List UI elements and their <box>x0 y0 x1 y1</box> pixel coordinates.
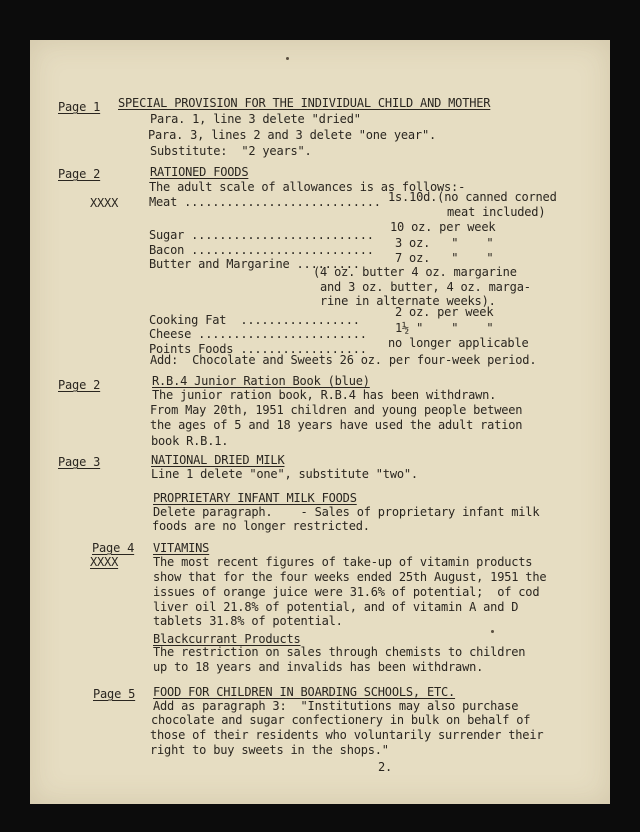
ration-value: 1½ " " " <box>395 321 494 335</box>
page-ref-label: Page 1 <box>58 100 101 114</box>
margin-mark: XXXX <box>90 555 119 569</box>
text-line: The most recent figures of take-up of vitamin products <box>153 555 533 569</box>
text-line: show that for the four weeks ended 25th August, 1951 the <box>153 570 547 584</box>
text-line: Para. 1, line 3 delete "dried" <box>150 112 361 126</box>
page-ref-label: Page 2 <box>58 167 101 181</box>
text-line: the ages of 5 and 18 years have used the adult ration <box>150 418 523 432</box>
text-line: The adult scale of allowances is as follows:- <box>149 180 466 194</box>
ration-value: 1s.10d.(no canned corned <box>388 190 557 204</box>
section-title: R.B.4 Junior Ration Book (blue) <box>152 374 370 388</box>
text-line: right to buy sweets in the shops." <box>150 743 389 757</box>
paper-speck <box>286 57 289 60</box>
section-title: FOOD FOR CHILDREN IN BOARDING SCHOOLS, ETC. <box>153 685 456 699</box>
text-line: liver oil 21.8% of potential, and of vitamin A and D <box>153 600 519 614</box>
text-line: issues of orange juice were 31.6% of potential; of cod <box>153 585 540 599</box>
text-line: Para. 3, lines 2 and 3 delete "one year". <box>148 128 437 142</box>
section-title: SPECIAL PROVISION FOR THE INDIVIDUAL CHILD AND MOTHER <box>118 96 491 110</box>
page-ref-label: Page 3 <box>58 455 101 469</box>
text-line: Add: Chocolate and Sweets 26 oz. per four-week period. <box>150 353 537 367</box>
section-title: Blackcurrant Products <box>153 632 301 646</box>
ration-note: (4 oz. butter 4 oz. margarine <box>313 265 517 279</box>
ration-value: no longer applicable <box>388 336 529 350</box>
section-title: NATIONAL DRIED MILK <box>151 453 285 467</box>
ration-item: Points Foods .................. <box>149 342 367 356</box>
section-title: PROPRIETARY INFANT MILK FOODS <box>153 491 357 505</box>
ration-item: Sugar .......................... <box>149 228 374 242</box>
ration-item: Meat ............................ <box>149 195 381 209</box>
text-line: tablets 31.8% of potential. <box>153 614 343 628</box>
text-line: The restriction on sales through chemists to children <box>153 645 526 659</box>
text-line: up to 18 years and invalids has been withdrawn. <box>153 660 484 674</box>
text-line: those of their residents who voluntarily surrender their <box>150 728 544 742</box>
ration-note: and 3 oz. butter, 4 oz. marga- <box>320 280 531 294</box>
text-line: Add as paragraph 3: "Institutions may also purchase <box>153 699 519 713</box>
ration-value: 7 oz. " " <box>395 251 494 265</box>
text-line: book R.B.1. <box>151 434 229 448</box>
ration-item: Cooking Fat ................. <box>149 313 360 327</box>
ration-item: Bacon .......................... <box>149 243 374 257</box>
ration-value: 10 oz. per week <box>390 220 496 234</box>
page-number: 2. <box>378 760 393 774</box>
text-line: From May 20th, 1951 children and young people between <box>150 403 523 417</box>
page-ref-label: Page 4 <box>92 541 135 555</box>
ration-value: 2 oz. per week <box>395 305 494 319</box>
ration-item: Butter and Margarine ......... <box>149 257 360 271</box>
ration-value: 3 oz. " " <box>395 236 494 250</box>
text-line: chocolate and sugar confectionery in bulk on behalf of <box>151 713 531 727</box>
text-line: Delete paragraph. - Sales of proprietary infant milk <box>153 505 540 519</box>
section-title: RATIONED FOODS <box>150 165 249 179</box>
ration-value: meat included) <box>447 205 546 219</box>
ration-note: rine in alternate weeks). <box>320 294 496 308</box>
margin-mark: XXXX <box>90 196 119 210</box>
text-line: foods are no longer restricted. <box>152 519 370 533</box>
page-ref-label: Page 2 <box>58 378 101 392</box>
text-line: The junior ration book, R.B.4 has been withdrawn. <box>152 388 497 402</box>
paper-speck <box>491 630 494 633</box>
text-line: Substitute: "2 years". <box>150 144 312 158</box>
page-ref-label: Page 5 <box>93 687 136 701</box>
ration-item: Cheese ........................ <box>149 327 367 341</box>
section-title: VITAMINS <box>153 541 210 555</box>
text-line: Line 1 delete "one", substitute "two". <box>151 467 418 481</box>
